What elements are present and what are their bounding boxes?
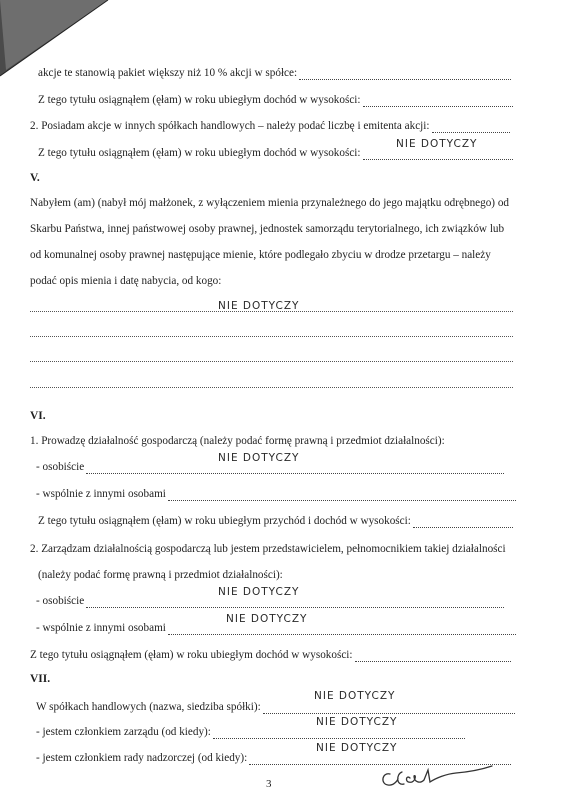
legal-form-line: (należy podać formę prawną i przedmiot działalności): [38,569,283,581]
fill-line [30,361,513,362]
supervisory-board-line: - jestem członkiem rady nadzorczej (od kiedy): [36,751,511,765]
fill-line [432,122,510,133]
fill-line [30,311,513,312]
fill-line [30,387,513,388]
handwritten-not-applicable: NIE DOTYCZY [218,586,300,598]
personally-line-2: - osobiście [36,594,504,608]
handwritten-not-applicable: NIE DOTYCZY [218,452,300,464]
handwritten-not-applicable: NIE DOTYCZY [226,613,308,625]
fill-line [213,728,465,739]
section-v-paragraph-2: Skarbu Państwa, innej państwowej osoby prawnej, jednostek samorządu terytorialnego, ich związków lub [30,223,505,235]
board-member-line: - jestem członkiem zarządu (od kiedy): [36,725,465,739]
income-line-3: Z tego tytułu osiągnąłem (ęłam) w roku ubiegłym dochód w wysokości: [30,648,511,662]
fill-line [363,149,513,160]
business-activity-line: 1. Prowadzę działalność gospodarczą (należy podać formę prawną i przedmiot działalności): [30,435,445,447]
handwritten-not-applicable: NIE DOTYCZY [316,742,398,754]
section-v-paragraph-4: podać opis mienia i datę nabycia, od kogo: [30,275,222,287]
commercial-companies-line: W spółkach handlowych (nazwa, siedziba spółki): [36,700,515,714]
fill-line [355,651,511,662]
section-v-paragraph-1: Nabyłem (am) (nabył mój małżonek, z wyłączeniem mienia przynależnego do jego majątku odrębnego) od [30,197,510,209]
fill-line [168,490,516,501]
section-vii-heading: VII. [30,673,51,685]
fill-line [413,517,513,528]
handwritten-not-applicable: NIE DOTYCZY [314,690,396,702]
fill-line [86,597,504,608]
income-line-2: Z tego tytułu osiągnąłem (ęłam) w roku ubiegłym dochód w wysokości: [38,146,513,160]
handwritten-not-applicable: NIE DOTYCZY [218,300,300,312]
section-v-heading: V. [30,172,40,184]
other-shares-line: 2. Posiadam akcje w innych spółkach handlowych – należy podać liczbę i emitenta akcji: [30,119,510,133]
fill-line [263,703,515,714]
fill-line [168,624,516,635]
revenue-income-line: Z tego tytułu osiągnąłem (ęłam) w roku ubiegłym przychód i dochód w wysokości: [38,514,513,528]
personally-line-1: - osobiście [36,460,504,474]
business-management-line: 2. Zarządzam działalnością gospodarczą lub jestem przedstawicielem, pełnomocnikiem takiej działalności [30,543,506,555]
section-vi-heading: VI. [30,410,46,422]
page-number: 3 [266,778,272,790]
fill-line [86,463,504,474]
handwritten-not-applicable: NIE DOTYCZY [316,716,398,728]
jointly-line-1: - wspólnie z innymi osobami [36,487,516,501]
shares-package-line: akcje te stanowią pakiet większy niż 10 % akcji w spółce: [38,66,511,80]
fill-line [363,96,513,107]
fill-line [299,69,511,80]
fill-line [30,336,513,337]
jointly-line-2: - wspólnie z innymi osobami [36,621,516,635]
income-line-1: Z tego tytułu osiągnąłem (ęłam) w roku ubiegłym dochód w wysokości: [38,93,513,107]
handwritten-not-applicable: NIE DOTYCZY [396,138,478,150]
section-v-paragraph-3: od komunalnej osoby prawnej następujące mienie, które podlegało zbyciu w drodze przetargu – należy [30,249,491,261]
signature-icon [376,760,496,792]
